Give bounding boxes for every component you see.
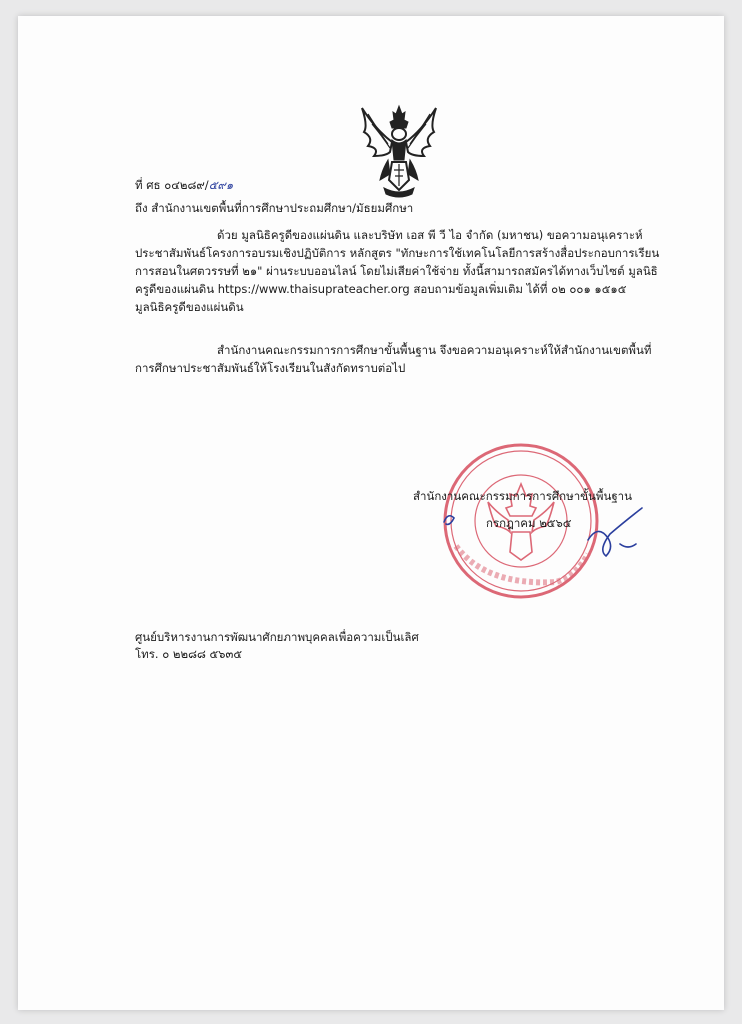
paragraph-line: การสอนในศตวรรษที่ ๒๑" ผ่านระบบออนไลน์ โดยไม่เสียค่าใช้จ่าย ทั้งนี้สามารถสมัครได้ทางเว็บไซต์ มูลนิธิ — [135, 264, 658, 278]
signature-office: สำนักงานคณะกรรมการการศึกษาขั้นพื้นฐาน — [413, 489, 632, 503]
letter-reference — [135, 176, 233, 194]
letter-page — [18, 16, 724, 1010]
signature-date: กรกฎาคม ๒๕๖๕ — [486, 516, 572, 530]
garuda-emblem-icon — [354, 100, 444, 200]
body-paragraph-2 — [135, 341, 665, 377]
paragraph-line: ประชาสัมพันธ์โครงการอบรมเชิงปฏิบัติการ หลักสูตร "ทักษะการใช้เทคโนโลยีการสร้างสื่อประกอบการเรียน — [135, 246, 660, 260]
paragraph-line: ครูดีของแผ่นดิน https://www.thaisuprateacher.org สอบถามข้อมูลเพิ่มเติม ได้ที่ ๐๒ ๐๐๑ ๑๕๑๕ — [135, 282, 627, 296]
reference-number: ๕๙๑ — [208, 178, 234, 192]
paragraph-line: มูลนิธิครูดีของแผ่นดิน — [135, 300, 244, 314]
body-paragraph-1 — [135, 226, 665, 316]
recipient-line: ถึง สำนักงานเขตพื้นที่การศึกษาประถมศึกษา/มัธยมศึกษา — [135, 201, 414, 215]
paragraph-line: ด้วย มูลนิธิครูดีของแผ่นดิน และบริษัท เอส พี วี ไอ จำกัด (มหาชน) ขอความอนุเคราะห์ — [217, 228, 643, 242]
handwritten-signature — [438, 504, 648, 564]
footer-phone: โทร. ๐ ๒๒๘๘ ๕๖๓๕ — [135, 647, 243, 661]
footer-unit: ศูนย์บริหารงานการพัฒนาศักยภาพบุคคลเพื่อความเป็นเลิศ — [135, 630, 419, 644]
paragraph-line: การศึกษาประชาสัมพันธ์ให้โรงเรียนในสังกัดทราบต่อไป — [135, 361, 406, 375]
paragraph-line: สำนักงานคณะกรรมการการศึกษาขั้นพื้นฐาน จึงขอความอนุเคราะห์ให้สำนักงานเขตพื้นที่ — [217, 343, 652, 357]
reference-prefix: ที่ ศธ ๐๔๒๘๙/ — [135, 178, 209, 192]
